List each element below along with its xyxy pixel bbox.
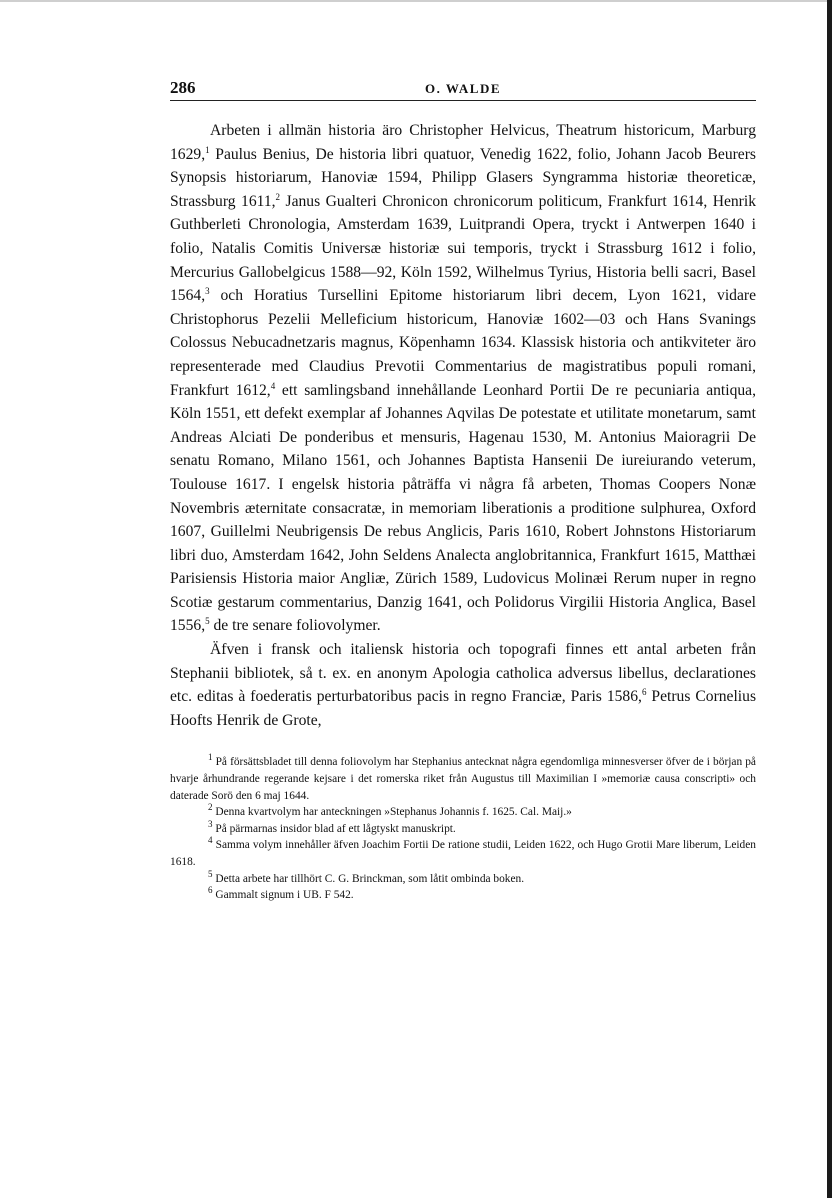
paragraph-text: Paulus Benius, De historia libri quatuor, Venedig 1622, folio, Johann Jacob Beurers Synopsis historiarum, Hanoviæ 1594, Philipp Glasers Syngramma historiæ theoreticæ, Strassburg 1611, (170, 145, 756, 210)
footnote-ref-4: 4 (270, 380, 276, 391)
paragraph-text: de tre senare foliovolymer. (209, 617, 381, 635)
footnote-mark: 6 (208, 885, 213, 896)
footnote-text: Detta arbete har tillhört C. G. Brinckman, som låtit ombinda boken. (215, 872, 525, 885)
footnote-text: Denna kvartvolym har anteckningen »Stephanus Johannis f. 1625. Cal. Maij.» (215, 806, 572, 819)
paragraph-text: och Horatius Tursellini Epitome historiarum libri decem, Lyon 1621, vidare Christophorus Pezelii Melleficium historicum, Hanoviæ 1602—03 och Hans Svanings Colossus Nebucadnetzaris magnus, Köpenhamn 1634. Klassisk historia och antikviteter äro representerade med Claudius Prevotii Commentarius de magistratibus populi romani, Frankfurt 1612, (170, 287, 756, 399)
footnote-5 (170, 868, 756, 888)
paragraph-text: ett samlingsband innehållande Leonhard Portii De re pecuniaria antiqua, Köln 1551, ett defekt exemplar af Johannes Aqvilas De potestate et utilitate monetarum, samt Andreas Alciati De ponderibus et mensuris, Hagenau 1530, M. Antonius Maioragrii De senatu Romano, Milano 1561, och Johannes Baptista Hansenii De iureiurando veterum, Toulouse 1617. I engelsk historia påträffa vi några få arbeten, Thomas Coopers Nonæ Novembris æternitate consacratæ, in memoriam liberationis a proditione sulphurea, Oxford 1607, Guillelmi Neubrigensis De rebus Anglicis, Paris 1610, Robert Johnstons Historiarum libri duo, Amsterdam 1642, John Seldens Analecta anglobritannica, Frankfurt 1615, Matthæi Parisiensis Historia maior Angliæ, Zürich 1589, Ludovicus Molinæi Rerum nuper in regno Scotiæ gestarum commentarius, Danzig 1641, och Polidorus Virgilii Historia Anglica, Basel 1556, (170, 381, 757, 635)
running-head (170, 78, 756, 101)
page-number: 286 (170, 78, 196, 97)
paragraph-text: Petrus Cornelius Hoofts Henrik de Grote, (170, 688, 757, 729)
footnotes (170, 754, 756, 903)
footnote-mark: 4 (208, 835, 213, 846)
footnote-mark: 5 (208, 868, 213, 879)
paragraph-2 (170, 638, 756, 732)
paragraph-text: Arbeten i allmän historia äro Christopher Helvicus, Theatrum historicum, Marburg 1629, (170, 122, 756, 163)
footnote-ref-1: 1 (205, 144, 210, 155)
footnote-ref-5: 5 (205, 616, 210, 627)
running-title: O. WALDE (424, 81, 502, 96)
footnote-text: På försättsbladet till denna foliovolym har Stephanius antecknat några egendomliga minnesverser öfver de i början på hvarje århundrande regerande kejsare i det romerska riket från Augustus till Maximilian I »memoriæ causa conscripti» och daterade Sorö den 6 maj 1644. (170, 756, 756, 802)
footnote-text: På pärmarnas insidor blad af ett lågtyskt manuskript. (215, 822, 456, 835)
footnote-3 (170, 821, 756, 838)
page (170, 78, 756, 904)
footnote-ref-2: 2 (275, 191, 281, 202)
body-text (170, 119, 756, 732)
footnote-1 (170, 754, 756, 804)
paragraph-1 (170, 119, 756, 638)
paragraph-text: Äfven i fransk och italiensk historia och topografi finnes ett antal arbeten från Stephanii bibliotek, så t. ex. en anonym Apologia catholica adversus libellus, declarationes etc. editas à foederatis perturbatoribus pacis in regno Franciæ, Paris 1586, (170, 641, 756, 706)
footnote-mark: 1 (208, 752, 213, 763)
footnote-6 (170, 887, 756, 904)
footnote-ref-6: 6 (641, 687, 647, 698)
footnote-4 (170, 837, 756, 870)
scan-top-edge (0, 0, 832, 2)
footnote-2 (170, 804, 756, 821)
footnote-mark: 3 (208, 819, 213, 830)
footnote-text: Samma volym innehåller äfven Joachim Fortii De ratione studii, Leiden 1622, och Hugo Grotii Mare liberum, Leiden 1618. (170, 839, 756, 868)
footnote-mark: 2 (208, 802, 213, 813)
footnote-ref-3: 3 (205, 285, 210, 296)
scan-right-edge (827, 0, 832, 1198)
footnote-text: Gammalt signum i UB. F 542. (215, 889, 354, 902)
paragraph-text: Janus Gualteri Chronicon chronicorum politicum, Frankfurt 1614, Henrik Guthberleti Chronologia, Amsterdam 1639, Luitprandi Opera, tryckt i Antwerpen 1640 i folio, Natalis Comitis Universæ historiæ sui temporis, tryckt i Strassburg 1612 i folio, Mercurius Gallobelgicus 1588—92, Köln 1592, Wilhelmus Tyrius, Historia belli sacri, Basel 1564, (170, 192, 757, 305)
